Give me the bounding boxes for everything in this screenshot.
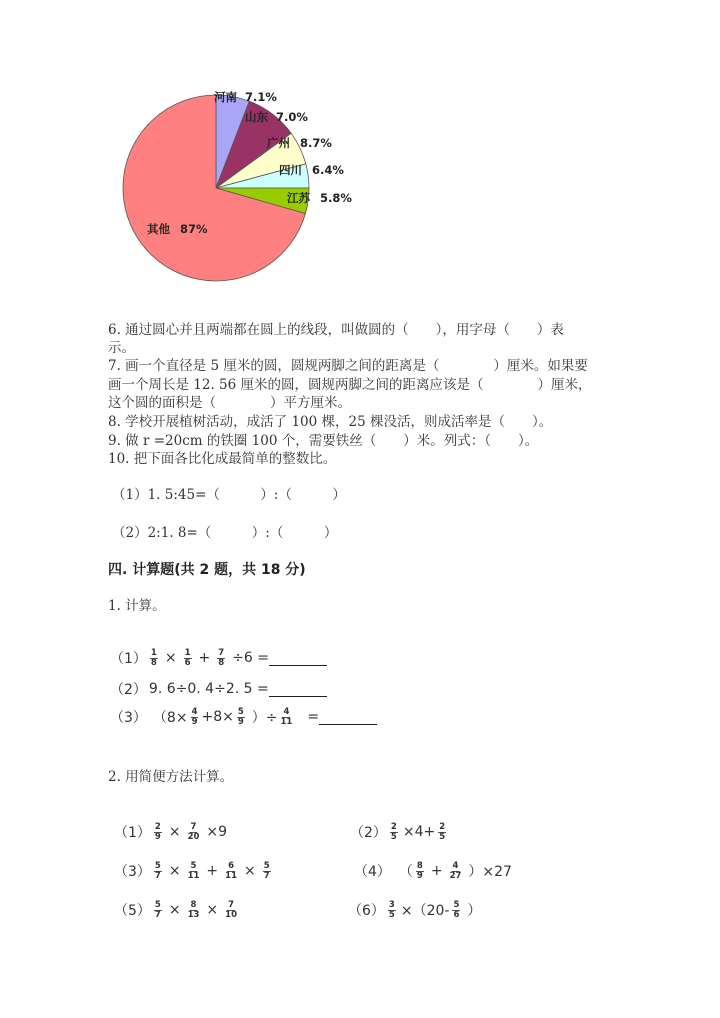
fraction: $\frac{5}{7}$ <box>154 899 161 920</box>
fraction: $\frac{4}{27}$ <box>449 860 462 881</box>
pie-label-sichuan: 四川 6.4% <box>279 163 344 177</box>
pie-label-jiangsu: 江苏 5.8% <box>287 191 352 205</box>
question-10-item-2: （2）2:1. 8=（ ）:（ ） <box>112 525 338 541</box>
fraction: $\frac{4}{11}$ <box>280 706 293 727</box>
answer-blank[interactable] <box>269 682 327 697</box>
pie-label-henan: 河南 7.1% <box>214 90 277 104</box>
fraction: $\frac{2}{5}$ <box>390 821 397 842</box>
fraction: $\frac{7}{20}$ <box>187 821 200 842</box>
question-8: 8. 学校开展植树活动，成活了 100 棵，25 棵没活，则成活率是（ ）。 <box>108 414 553 430</box>
fraction: $\frac{6}{11}$ <box>225 860 237 881</box>
problem-2-title: 2. 用简便方法计算。 <box>108 769 234 785</box>
problem-1-item-1: （1） $\frac{1}{8}$ × $\frac{1}{6}$ + $\frac{7}{8}$ ÷6 = <box>110 646 327 670</box>
problem-2-item-5: （5） $\frac{5}{7}$ × $\frac{8}{13}$ × $\frac{7}{10}$ <box>114 899 237 920</box>
fraction: $\frac{5}{11}$ <box>187 860 200 881</box>
pie-label-other: 其他 87% <box>147 222 208 236</box>
fraction: $\frac{7}{10}$ <box>225 899 237 920</box>
fraction: $\frac{5}{7}$ <box>263 860 270 881</box>
problem-2-item-2: （2） $\frac{2}{5}$ ×4+ $\frac{2}{5}$ <box>350 821 446 842</box>
pie-label-guangzhou: 广州 8.7% <box>267 136 332 150</box>
question-9: 9. 做 r =20cm 的铁圈 100 个，需要铁丝（ ）米。列式：（ ）。 <box>108 433 539 449</box>
section-4-title: 四. 计算题(共 2 题，共 18 分) <box>108 562 306 578</box>
question-10-item-1: （1）1. 5:45=（ ）:（ ） <box>112 487 346 503</box>
question-7-line-3: 这个圆的面积是（ ）平方厘米。 <box>108 395 351 411</box>
fraction: $\frac{3}{5}$ <box>388 899 395 920</box>
fraction: $\frac{1}{8}$ <box>150 647 157 668</box>
problem-2-item-1: （1） $\frac{2}{9}$ × $\frac{7}{20}$ ×9 <box>114 821 228 842</box>
problem-2-item-4: （4） （ $\frac{8}{9}$ + $\frac{4}{27}$ ）×27 <box>354 860 512 881</box>
question-6-line-2: 示。 <box>108 340 135 356</box>
problem-1-item-3: （3） （8× $\frac{4}{9}$ +8× $\frac{5}{9}$ ）÷ $\frac{4}{11}$ = <box>110 705 377 729</box>
question-7-line-1: 7. 画一个直径是 5 厘米的圆，圆规两脚之间的距离是（ ）厘米。如果要 <box>108 358 588 374</box>
answer-blank[interactable] <box>319 710 377 725</box>
fraction: $\frac{8}{9}$ <box>416 860 423 881</box>
pie-label-shandong: 山东 7.0% <box>245 110 308 124</box>
fraction: $\frac{5}{7}$ <box>154 860 161 881</box>
question-7-line-2: 画一个周长是 12. 56 厘米的圆，圆规两脚之间的距离应该是（ ）厘米， <box>108 377 592 393</box>
fraction: $\frac{2}{9}$ <box>154 821 161 842</box>
problem-1-item-2: （2） 9. 6÷0. 4÷2. 5 = <box>110 678 327 700</box>
fraction: $\frac{1}{6}$ <box>184 647 191 668</box>
problem-2-item-3: （3） $\frac{5}{7}$ × $\frac{5}{11}$ + $\frac{6}{11}$ × $\frac{5}{7}$ <box>114 860 270 881</box>
fraction: $\frac{5}{6}$ <box>453 899 460 920</box>
problem-2-item-6: （6） $\frac{3}{5}$ ×（20- $\frac{5}{6}$ ） <box>348 899 482 920</box>
fraction: $\frac{5}{9}$ <box>237 706 244 727</box>
fraction: $\frac{8}{13}$ <box>187 899 200 920</box>
fraction: $\frac{2}{5}$ <box>439 821 446 842</box>
question-6-line-1: 6. 通过圆心并且两端都在圆上的线段，叫做圆的（ ），用字母（ ）表 <box>108 322 564 338</box>
fraction: $\frac{7}{8}$ <box>218 647 225 668</box>
answer-blank[interactable] <box>269 651 327 666</box>
fraction: $\frac{4}{9}$ <box>191 706 198 727</box>
problem-1-title: 1. 计算。 <box>108 598 166 614</box>
pie-chart <box>0 0 720 300</box>
question-10: 10. 把下面各比化成最简单的整数比。 <box>108 451 337 467</box>
